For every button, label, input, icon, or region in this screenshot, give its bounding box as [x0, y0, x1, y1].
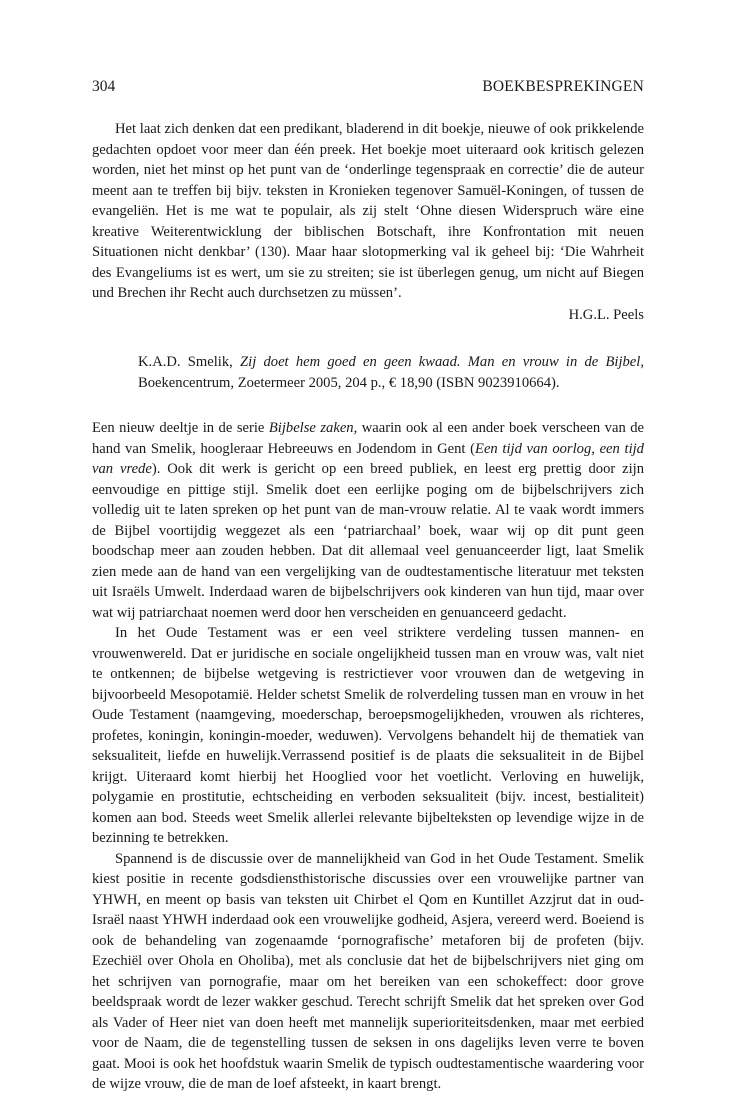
review-p1-text-a: Een nieuw deeltje in de serie [92, 420, 269, 436]
review-p1-text-b: , waarin ook al een ander boek verscheen van de hand van Smelik, hoogleraar Hebreeuws en Jodendom in Gent ( [92, 420, 645, 457]
review-paragraph-3: Spannend is de discussie over de mannelijkheid van God in het Oude Testament. Smelik kiest positie in recente godsdiensthistorische discussies over een vrouwelijke partner van YHWH, en meent op basis van teksten uit Chirbet el Qom en Kuntillet Azzjrut dat in oud-Israël naast YHWH inderdaad ook een vrouwelijke godheid, Asjera, vereerd werd. Boeiend is ook de behandeling van zogenaamde ‘pornografische’ metaforen bij de profeten (bijv. Ezechiël over Ohola en Oholiba), met als conclusie dat het de bijbelschrijvers niet ging om het schrijven van pornografie, maar om het bereiken van een schokeffect: door grove beeldspraak wordt de lezer wakker geschud. Terecht schrijft Smelik dat het spreken over God als Vader of Heer niet van doen heeft met mannelijk superioriteitsdenken, maar met eerbied voor de Naam, die de tegenstelling tussen de seksen in ons dagelijks leven verre te boven gaat. Mooi is ook het hoofdstuk waarin Smelik de typisch oudtestamentische waardering voor de wijze vrouw, die de man de loef afsteekt, in kaart brengt. [92, 850, 644, 1092]
bib-title: Zij doet hem goed en geen kwaad. Man en vrouw in de Bijbel [240, 354, 641, 370]
page-header [92, 78, 644, 102]
review-body [92, 418, 644, 1095]
review-paragraph-1 [92, 418, 644, 623]
previous-review-ending [92, 119, 644, 325]
reviewer-signature: H.G.L. Peels [568, 306, 644, 323]
review-p1-text-c: ). Ook dit werk is gericht op een breed publiek, en leest erg prettig door zijn eenvoudige en pittige stijl. Smelik doet een eerlijke poging om de bijbelschrijvers zich volledig uit te laten spreken op het punt van de man-vrouw relatie. Al te vaak wordt immers de Bijbel voortijdig weggezet als een ‘patriarchaal’ boek, waar wij op dit punt geen boodschap meer aan zouden hebben. Dat dit allemaal veel genuanceerder ligt, laat Smelik zien mede aan de hand van een vergelijking van de oudtestamentische literatuur met teksten uit Israëls Umwelt. Inderdaad waren de bijbelschrijvers ook kinderen van hun tijd, maar over wat wij patriarchaat noemen werd door hen verscheiden en genuanceerd gedacht. [92, 461, 644, 621]
bib-author: K.A.D. Smelik, [138, 354, 241, 370]
series-title: Bijbelse zaken [268, 420, 354, 436]
running-head: BOEKBESPREKINGEN [482, 78, 644, 95]
bib-details: , Boekencentrum, Zoetermeer 2005, 204 p., € 18,90 (ISBN 9023910664). [138, 354, 644, 391]
previous-review-paragraph: Het laat zich denken dat een predikant, bladerend in dit boekje, nieuwe of ook prikkelende gedachten opdoet voor meer dan één preek. Het boekje moet uiteraard ook kritisch gelezen worden, niet het minst op het punt van de ‘onderlinge tegenspraak en correctie’ die de auteur meent aan te treffen bij bijv. teksten in Kronieken tegenover Samuël-Koningen, of tussen de evangeliën. Het is me wat te populair, als zij stelt ‘Ohne diesen Widerspruch wäre eine kreative Weiterentwicklung der biblischen Botschaft, ihre Konfrontation mit neuen Situationen nicht denkbar’ (130). Maar haar slotopmerking val ik geheel bij: ‘Die Wahrheit des Evangeliums ist es wert, um sie zu streiten; sie ist überlegen genug, um nicht auf Biegen und Brechen ihr Recht auch durchsetzen zu müssen’. [92, 121, 644, 301]
page-number: 304 [92, 78, 116, 95]
bibliographic-entry [138, 352, 644, 393]
review-paragraph-2: In het Oude Testament was er een veel striktere verdeling tussen mannen- en vrouwenwereld. Dat er juridische en sociale ongelijkheid tussen man en vrouw was, valt niet te ontkennen; de bijbelse wetgeving is restrictiever voor vrouwen dan de wetgeving in bijvoorbeeld Mesopotamië. Helder schetst Smelik de rolverdeling tussen man en vrouw in het Oude Testament (naamgeving, moederschap, beroepsmogelijkheden, vrouwen als richteres, profetes, koningin, koningin-moeder, weduwen). Vervolgens behandelt hij de thematiek van seksualiteit, liefde en huwelijk.Verrassend positief is de plaats die seksualiteit in de Bijbel krijgt. Uiteraard komt hierbij het Hooglied voor het voetlicht. Verloving en huwelijk, polygamie en prostitutie, echtscheiding en verboden seksualiteit (bijv. incest, bestialiteit) komen aan bod. Steeds weet Smelik allerlei relevante bijbelteksten op levendige wijze in de bezinning te betrekken. [92, 625, 644, 846]
other-book-title: Een tijd van oorlog, een tijd van vrede [92, 440, 644, 477]
